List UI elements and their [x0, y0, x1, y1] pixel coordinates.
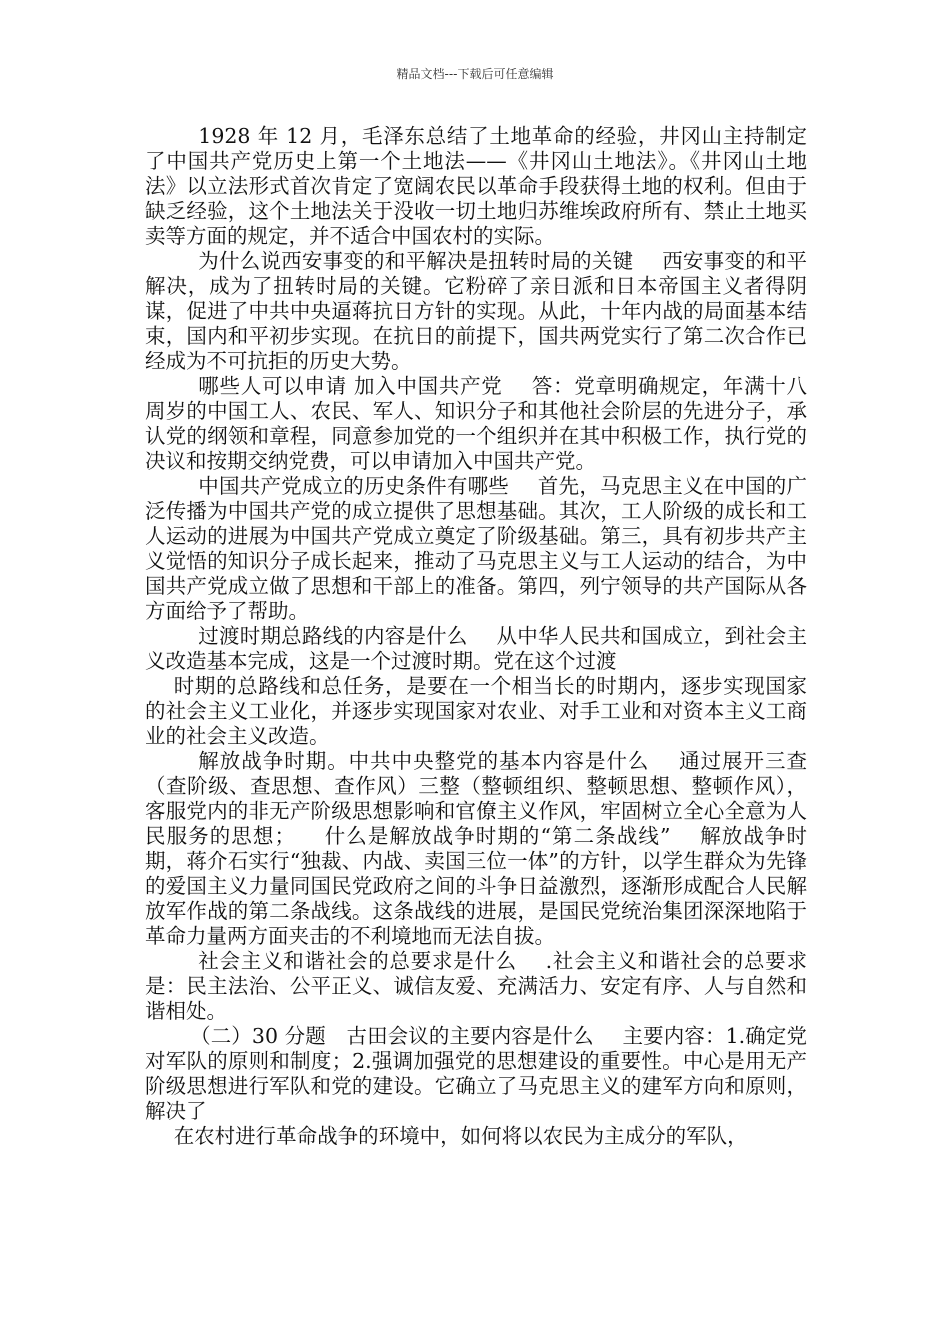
answer-text: .社会主义和谐社会的总要求是：民主法治、公平正义、诚信友爱、充满活力、安定有序、人与自然和谐相处。 — [145, 949, 808, 1023]
paragraph-land-law: 1928 年 12 月，毛泽东总结了土地革命的经验，井冈山主持制定了中国共产党历史上第一个土地法——《井冈山土地法》。《井冈山土地法》以立法形式首次肯定了宽阔农民以革命手段获得土地的权利。但由于缺乏经验，这个土地法关于没收一切土地归苏维埃政府所有、禁止土地买卖等方面的规定，并不适合中国农村的实际。 — [145, 124, 807, 248]
answer-text: 主要内容：1.确定党对军队的原则和制度；2.强调加强党的思想建设的重要性。中心是用无产阶级思想进行军队和党的建设。它确立了马克思主义的建军方向和原则，解决了 — [145, 1024, 807, 1123]
answer-text: 首先，马克思主义在中国的广泛传播为中国共产党的成立提供了思想基础。其次，工人阶级的成长和工人运动的进展为中国共产党成立奠定了阶级基础。第三，具有初步共产主义觉悟的知识分子成长起来，推动了马克思主义与工人运动的结合，为中国共产党成立做了思想和干部上的准备。第四，列宁领导的共产国际从各方面给予了帮助。 — [145, 474, 808, 623]
paragraph-gutian-continued: 在农村进行革命战争的环境中，如何将以农民为主成分的军队， — [173, 1124, 748, 1148]
answer-text-second-front: 解放战争时期，蒋介石实行“独裁、内战、卖国三位一体”的方针，以学生群众为先锋的爱国主义力量同国民党政府之间的斗争日益激烈，逐渐形成配合人民解放军作战的第二条战线。这条战线的进展，是国民党统治集团深深地陷于革命力量两方面夹击的不利境地而无法自拔。 — [145, 824, 808, 948]
paragraph-gutian-meeting — [145, 1024, 807, 1124]
question-text-second-front: 什么是解放战争时期的“第二条战线” — [323, 824, 671, 848]
answer-text: 通过展开三查（查阶级、查思想、查作风）三整（整顿组织、整顿思想、整顿作风），客服党内的非无产阶级思想影响和官僚主义作风，牢固树立全心全意为人民服务的思想； — [145, 749, 808, 848]
paragraph-harmonious-society — [145, 949, 807, 1024]
question-text: 过渡时期总路线的内容是什么 — [198, 624, 468, 648]
paragraph-transition-continued: 时期的总路线和总任务，是要在一个相当长的时期内，逐步实现国家的社会主义工业化，并逐步实现国家对农业、对手工业和对资本主义工商业的社会主义改造。 — [145, 674, 807, 748]
question-text: （二）30 分题 古田会议的主要内容是什么 — [190, 1024, 594, 1048]
page-header: 精品文档---下载后可任意编辑 — [396, 67, 554, 81]
paragraph-liberation-war — [145, 749, 807, 949]
paragraph-xian-incident — [145, 249, 807, 374]
document-body — [145, 124, 807, 1149]
question-text: 社会主义和谐社会的总要求是什么 — [198, 949, 517, 973]
paragraph-transition-line — [145, 624, 807, 674]
question-text: 为什么说西安事变的和平解决是扭转时局的关键 — [198, 249, 634, 273]
question-text: 解放战争时期。中共中央整党的基本内容是什么 — [198, 749, 650, 773]
question-text: 中国共产党成立的历史条件有哪些 — [198, 474, 510, 498]
answer-text: 从中华人民共和国成立，到社会主义改造基本完成，这是一个过渡时期。党在这个过渡 — [145, 624, 808, 673]
answer-text: 答：党章明确规定，年满十八周岁的中国工人、农民、军人、知识分子和其他社会阶层的先进分子，承认党的纲领和章程，同意参加党的一个组织并在其中积极工作，执行党的决议和按期交纳党费，可以申请加入中国共产党。 — [145, 374, 808, 473]
question-text: 哪些人可以申请 加入中国共产党 — [198, 374, 503, 398]
paragraph-party-membership — [145, 374, 807, 474]
answer-text: 西安事变的和平解决，成为了扭转时局的关键。它粉碎了亲日派和日本帝国主义者得阴谋，促进了中共中央逼蒋抗日方针的实现。从此，十年内战的局面基本结束，国内和平初步实现。在抗日的前提下，国共两党实行了第二次合作已经成为不可抗拒的历史大势。 — [145, 249, 808, 373]
paragraph-party-founding — [145, 474, 807, 624]
